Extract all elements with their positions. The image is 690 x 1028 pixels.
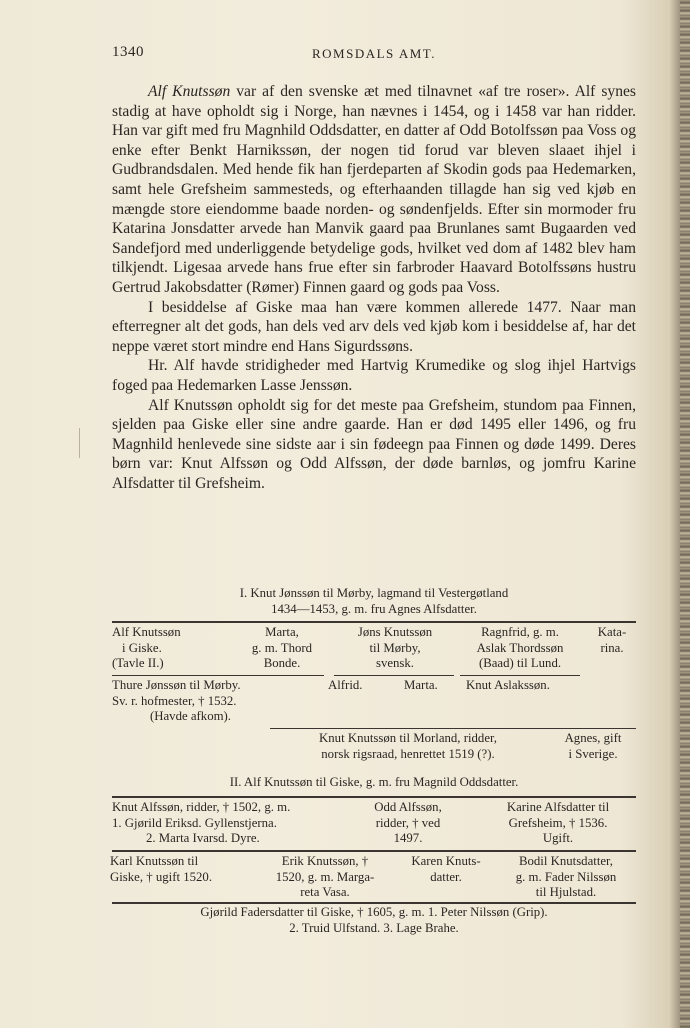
t1-great-line: norsk rigsraad, henrettet 1519 (?).	[321, 746, 495, 761]
table1-rule	[460, 675, 580, 676]
t2-child-odd	[352, 800, 464, 847]
t1-great-line: i Sverige.	[568, 746, 618, 761]
t1-grandchild-thure	[112, 678, 312, 725]
t2-great-gjorild	[112, 905, 636, 936]
t1-child-line: Alf Knutssøn	[112, 625, 181, 639]
t1-great-agnes	[548, 731, 638, 762]
t1-child-line: Bonde.	[263, 656, 301, 670]
t1-child-katarina	[588, 625, 636, 656]
page-number: 1340	[112, 44, 144, 60]
t2-grandchild-line: g. m. Fader Nilssøn	[515, 869, 617, 884]
t2-grandchild-line: til Hjulstad.	[535, 885, 597, 899]
t1-child-line: svensk.	[375, 656, 415, 670]
t1-child-line: g. m. Thord	[251, 640, 313, 655]
t2-grandchild-bodil	[494, 854, 638, 901]
t2-child-line: Karine Alfsdatter til	[506, 800, 610, 814]
t2-grandchild-karl	[110, 854, 250, 885]
t2-grandchild-line: Karen Knuts-	[411, 854, 481, 868]
t1-child-line: (Tavle II.)	[112, 656, 164, 670]
margin-mark	[79, 428, 80, 458]
table1-rule	[112, 675, 324, 676]
t1-grandchild-alfrid: Alfrid.	[328, 678, 363, 692]
t1-child-line: Aslak Thordssøn	[476, 640, 564, 655]
table1-heading-line: 1434—1453, g. m. fru Agnes Alfsdatter.	[271, 601, 477, 616]
page-edge	[680, 0, 690, 1028]
t1-grandchild-line: Thure Jønssøn til Mørby.	[112, 678, 241, 692]
paragraph-text: var af den svenske æt med tilnavnet «af tre roser». Alf synes stadig at have opholdt sig i Norge, han nævnes i 1454, og i 1458 var han ridder. Han var gift med fru Magnhild Oddsdatter, en datter af Odd Botolfssøn paa Voss og enke efter Benkt Harnikssøn, der nogen tid forud var bleven slaaet ihjel i Gudbrandsdalen. Med hende fik han fjerdeparten af Skodin gods paa Hedemarken, samt hele Grefsheim sammesteds, og efterhaanden tillagde han sig ved kjøb en mængde store eiendomme baade norden- og søndenfjelds. Efter sin mormoder fru Katarina Jonsdatter arvede han Manvik gaard paa Brunlanes samt Bugaarden ved Sandefjord med underliggende betydelige gods, hvilket ved dom af 1482 blev ham tilkjendt. Ligesaa arvede hans frue efter sin farbroder Haavard Botolfssøns hustru Gertrud Jakobsdatter (Rømer) Finnen gaard og gods paa Voss.	[112, 83, 636, 296]
t2-child-knut	[112, 800, 348, 847]
t1-great-line: Knut Knutssøn til Morland, ridder,	[319, 731, 497, 745]
t1-child-line: rina.	[600, 640, 624, 655]
table2-rule	[112, 850, 636, 852]
table1-rule	[112, 621, 636, 623]
t1-child-line: til Mørby,	[369, 640, 421, 655]
t2-great-line: Gjørild Fadersdatter til Giske, † 1605, g. m. 1. Peter Nilssøn (Grip).	[200, 905, 548, 919]
t2-grandchild-line: reta Vasa.	[300, 885, 350, 899]
t1-child-line: i Giske.	[122, 640, 162, 655]
paragraph	[112, 298, 636, 357]
t2-child-line: Ugift.	[542, 831, 574, 845]
paragraph-text: Hr. Alf havde stridigheder med Hartvig Krumedike og slog ihjel Hartvigs foged paa Hedemarken Lasse Jenssøn.	[112, 357, 636, 394]
paragraph	[112, 396, 636, 494]
t2-child-line: 1497.	[393, 831, 423, 845]
t1-child-ragnfrid	[456, 625, 584, 672]
t2-child-line: Knut Alfssøn, ridder, † 1502, g. m.	[112, 800, 291, 814]
table1-rule	[334, 675, 454, 676]
t2-child-line: ridder, † ved	[375, 815, 441, 830]
t1-grandchild-marta: Marta.	[404, 678, 438, 692]
t1-grandchild-line: Sv. r. hofmester, † 1532.	[112, 693, 237, 708]
t2-grandchild-line: Karl Knutssøn til	[110, 854, 199, 868]
t2-child-line: Odd Alfssøn,	[374, 800, 442, 814]
running-head	[112, 44, 636, 64]
t1-child-line: Jøns Knutssøn	[357, 625, 433, 639]
t1-great-knut	[270, 731, 546, 762]
t2-great-line: 2. Truid Ulfstand. 3. Lage Brahe.	[289, 920, 459, 935]
table1-rule	[270, 728, 636, 729]
t2-grandchild-karen	[394, 854, 498, 885]
t2-grandchild-line: Erik Knutssøn, †	[281, 854, 369, 868]
paragraph-text: Alf Knutssøn opholdt sig for det meste paa Grefsheim, stundom paa Finnen, sjelden paa Giske eller sine andre gaarde. Han er død 1495 eller 1496, og fru Magnhild henlevede sine sidste aar i sin fødeegn paa Finnen og døde 1499. Deres børn var: Knut Alfssøn og Odd Alfssøn, der døde barnløs, og jomfru Karine Alfsdatter til Grefsheim.	[112, 396, 636, 492]
table2-heading: II. Alf Knutssøn til Giske, g. m. fru Magnild Oddsdatter.	[229, 775, 519, 789]
t1-child-line: (Baad) til Lund.	[478, 656, 562, 670]
paragraph-lead: Alf Knutssøn	[148, 83, 231, 100]
t2-child-line: 2. Marta Ivarsd. Dyre.	[146, 831, 260, 845]
body-text	[112, 82, 636, 493]
t1-child-marta	[232, 625, 332, 672]
t1-great-line: Agnes, gift	[564, 731, 622, 745]
table1-heading	[112, 586, 636, 617]
t1-child-alf	[112, 625, 230, 672]
t2-grandchild-line: Bodil Knutsdatter,	[518, 854, 614, 868]
t2-child-karine	[478, 800, 638, 847]
t1-child-line: Kata-	[597, 625, 627, 639]
t2-grandchild-line: 1520, g. m. Marga-	[275, 869, 375, 884]
t1-grandchild-knut-aslakssøn: Knut Aslakssøn.	[466, 678, 550, 692]
running-title: ROMSDALS AMT.	[311, 46, 436, 61]
table2-rule	[112, 796, 636, 798]
t2-grandchild-line: Giske, † ugift 1520.	[110, 869, 213, 884]
t2-grandchild-line: datter.	[430, 869, 462, 884]
t1-grandchild-line: (Havde afkom).	[150, 709, 232, 723]
t2-grandchild-erik	[254, 854, 396, 901]
t1-child-line: Marta,	[265, 625, 299, 639]
paragraph-text: I besiddelse af Giske maa han være kommen allerede 1477. Naar man efterregner alt det gods, han dels ved arv dels ved kjøb kom i besiddelse af, har det neppe været stort mindre end Hans Sigurdssøns.	[112, 298, 636, 355]
table1-heading-line: I. Knut Jønssøn til Mørby, lagmand til Vestergøtland	[239, 586, 509, 600]
t1-child-line: Ragnfrid, g. m.	[481, 625, 559, 639]
table2-rule	[112, 902, 636, 904]
t2-child-line: Grefsheim, † 1536.	[508, 815, 608, 830]
t2-child-line: 1. Gjørild Eriksd. Gyllenstjerna.	[112, 815, 277, 830]
paragraph	[112, 356, 636, 395]
t1-child-jons	[334, 625, 456, 672]
paragraph	[112, 82, 636, 298]
